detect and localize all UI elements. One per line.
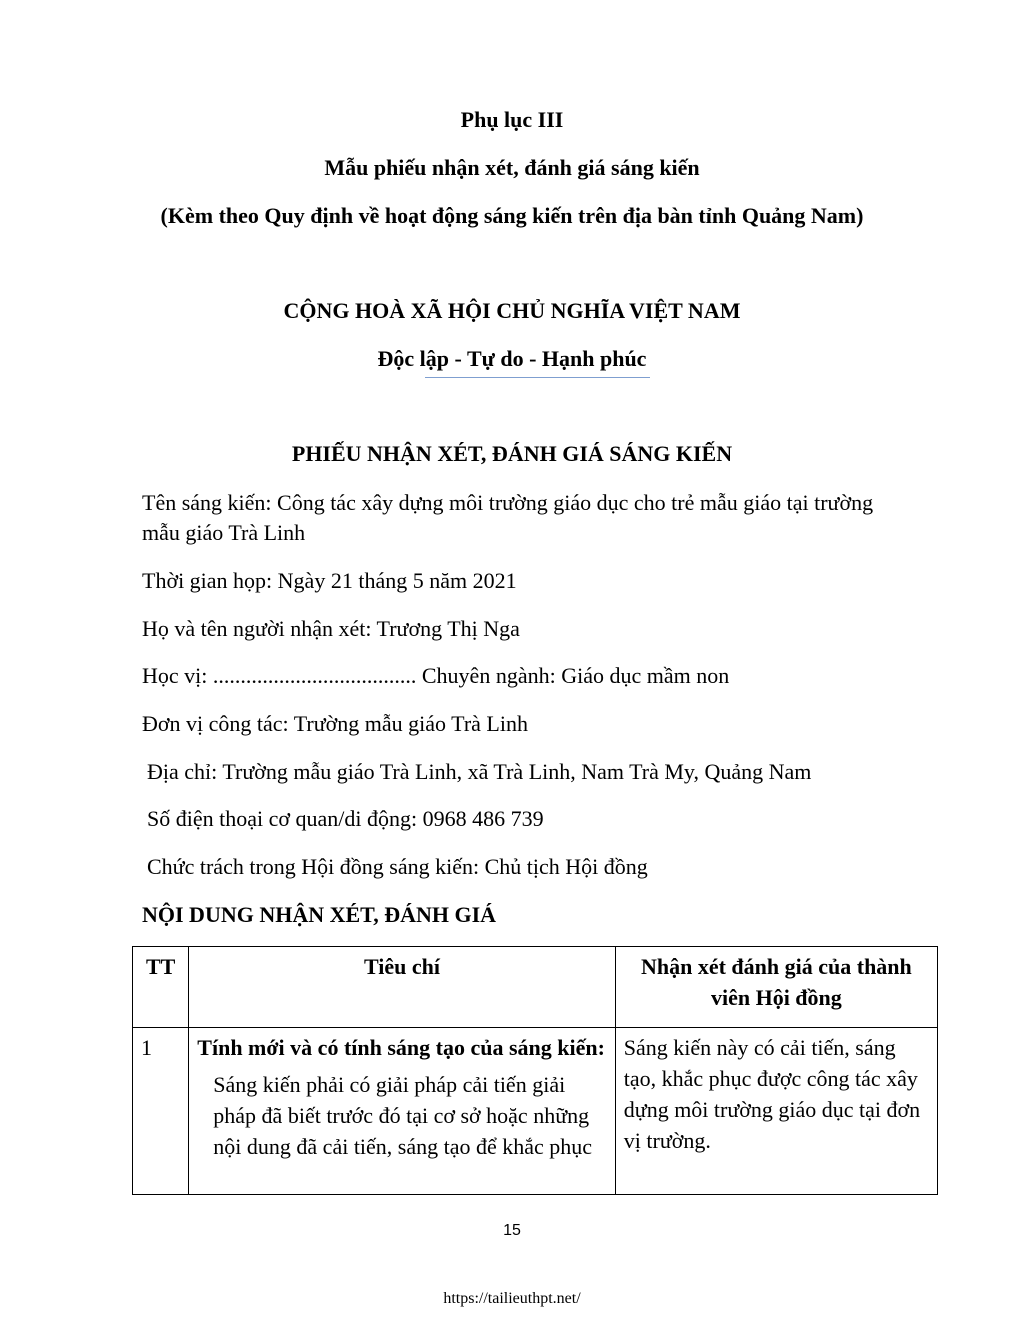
degree-major: Học vị: ..................................... Chuyên ngành: Giáo dục mầm non — [142, 663, 730, 688]
review-table — [132, 946, 938, 1195]
header-comment: Nhận xét đánh giá của thành viên Hội đồng — [615, 947, 937, 1028]
table-header-row — [133, 947, 938, 1028]
table-row — [133, 1028, 938, 1195]
criteria-description: Sáng kiến phải có giải pháp cải tiến giải pháp đã biết trước đó tại cơ sở hoặc những nội dung đã cải tiến, sáng tạo để khắc phục — [213, 1072, 593, 1159]
source-url[interactable]: https://tailieuthpt.net/ — [443, 1290, 581, 1307]
page-number: 15 — [503, 1222, 521, 1239]
nation-heading: CỘNG HOÀ XÃ HỘI CHỦ NGHĨA VIỆT NAM — [283, 298, 741, 323]
appendix-label: Phụ lục III — [460, 107, 564, 132]
national-motto: Độc lập - Tự do - Hạnh phúc — [377, 346, 647, 371]
reviewer-name: Họ và tên người nhận xét: Trương Thị Nga — [142, 616, 520, 641]
row-criteria — [189, 1028, 615, 1195]
criteria-title: Tính mới và có tính sáng tạo của sáng kiến: — [197, 1035, 605, 1060]
initiative-name-line2: mẫu giáo Trà Linh — [142, 520, 306, 545]
meeting-time: Thời gian họp: Ngày 21 tháng 5 năm 2021 — [142, 568, 517, 593]
row-tt: 1 — [133, 1028, 189, 1195]
council-role: Chức trách trong Hội đồng sáng kiến: Chủ tịch Hội đồng — [147, 854, 648, 879]
phone-number: Số điện thoại cơ quan/di động: 0968 486 739 — [147, 806, 544, 831]
motto-underline — [425, 377, 650, 378]
address: Địa chỉ: Trường mẫu giáo Trà Linh, xã Trà Linh, Nam Trà My, Quảng Nam — [147, 759, 812, 784]
workplace: Đơn vị công tác: Trường mẫu giáo Trà Linh — [142, 711, 528, 736]
row-comment: Sáng kiến này có cải tiến, sáng tạo, khắc phục được công tác xây dựng môi trường giáo dục tại đơn vị trường. — [615, 1028, 937, 1195]
form-title: Mẫu phiếu nhận xét, đánh giá sáng kiến — [324, 155, 700, 180]
header-tt: TT — [133, 947, 189, 1028]
header-criteria: Tiêu chí — [189, 947, 615, 1028]
document-title: PHIẾU NHẬN XÉT, ĐÁNH GIÁ SÁNG KIẾN — [291, 441, 733, 466]
initiative-name-line1: Tên sáng kiến: Công tác xây dựng môi trường giáo dục cho trẻ mẫu giáo tại trường — [142, 490, 874, 515]
section-title: NỘI DUNG NHẬN XÉT, ĐÁNH GIÁ — [142, 902, 497, 927]
attached-note: (Kèm theo Quy định về hoạt động sáng kiến trên địa bàn tỉnh Quảng Nam) — [160, 203, 864, 228]
